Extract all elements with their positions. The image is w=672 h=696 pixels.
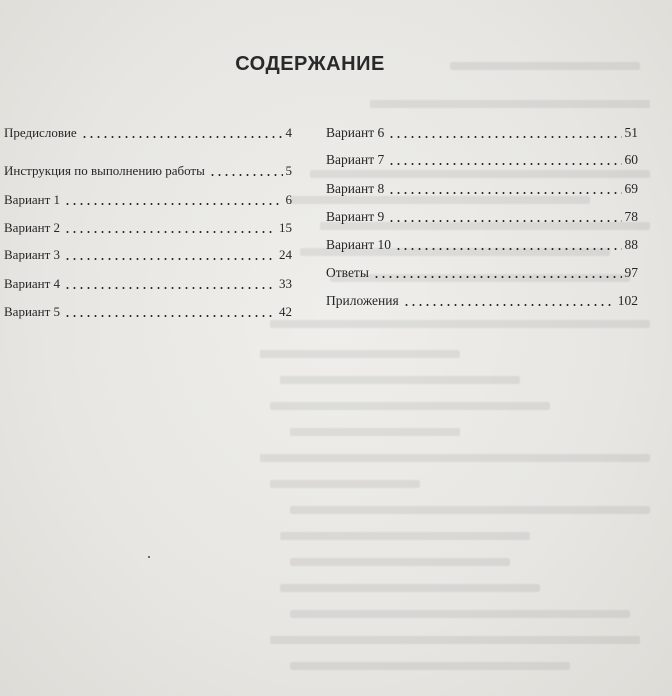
toc-entry[interactable] [326, 289, 638, 309]
toc-entry[interactable] [326, 233, 638, 253]
dot-leader [373, 276, 622, 278]
dot-leader [403, 304, 615, 306]
toc-entry-page: 33 [279, 276, 292, 291]
toc-entry-page: 102 [617, 293, 638, 308]
toc-entry-page: 97 [624, 265, 638, 280]
toc-entry-label: Ответы [326, 265, 369, 280]
toc-entry[interactable] [326, 205, 638, 225]
toc-entry-page: 42 [279, 304, 292, 319]
dot-leader [395, 248, 622, 250]
toc-entry-page: 78 [624, 209, 638, 224]
toc-entry[interactable] [4, 159, 292, 179]
toc-entry-label: Вариант 5 [4, 304, 61, 319]
toc-entry-page: 15 [279, 220, 292, 235]
page-title: СОДЕРЖАНИЕ [235, 53, 385, 75]
toc-entry-page: 69 [624, 181, 638, 196]
toc-entry-label: Вариант 3 [4, 247, 61, 262]
dot-leader [81, 136, 283, 138]
dot-leader [388, 163, 621, 165]
toc-entry-label: Вариант 8 [326, 181, 385, 196]
toc-entry-label: Вариант 2 [4, 220, 61, 235]
toc-entry-label: Вариант 10 [326, 237, 391, 252]
toc-entry-label: Вариант 9 [326, 209, 385, 224]
toc-entry-label: Предисловие [4, 125, 77, 140]
paper-speck [148, 556, 150, 558]
toc-entry-page: 60 [624, 152, 638, 167]
dot-leader [388, 192, 621, 194]
toc-entry[interactable] [326, 121, 638, 141]
toc-entry-page: 24 [279, 247, 292, 262]
toc-entry[interactable] [326, 148, 638, 168]
dot-leader [209, 174, 283, 176]
dot-leader [64, 231, 276, 233]
dot-leader [388, 220, 621, 222]
toc-entry-page: 5 [285, 163, 292, 178]
toc-entry-page: 88 [624, 237, 638, 252]
toc-entry-label: Вариант 7 [326, 152, 385, 167]
dot-leader [64, 203, 282, 205]
toc-entry-label: Вариант 1 [4, 192, 61, 207]
dot-leader [64, 287, 276, 289]
toc-entry[interactable] [4, 121, 292, 141]
toc-entry[interactable] [4, 216, 292, 236]
toc-entry-label: Инструкция по выполнению работы [4, 163, 205, 178]
toc-entry-page: 51 [624, 125, 638, 140]
dot-leader [388, 136, 621, 138]
toc-entry[interactable] [4, 272, 292, 292]
dot-leader [64, 315, 276, 317]
toc-entry[interactable] [4, 243, 292, 263]
toc-entry-label: Приложения [326, 293, 399, 308]
dot-leader [64, 258, 276, 260]
toc-entry[interactable] [326, 261, 638, 281]
toc-entry-page: 4 [285, 125, 292, 140]
toc-entry-label: Вариант 6 [326, 125, 385, 140]
toc-entry-label: Вариант 4 [4, 276, 61, 291]
toc-entry[interactable] [4, 188, 292, 208]
toc-entry[interactable] [4, 300, 292, 320]
toc-entry-page: 6 [285, 192, 292, 207]
toc-entry[interactable] [326, 177, 638, 197]
